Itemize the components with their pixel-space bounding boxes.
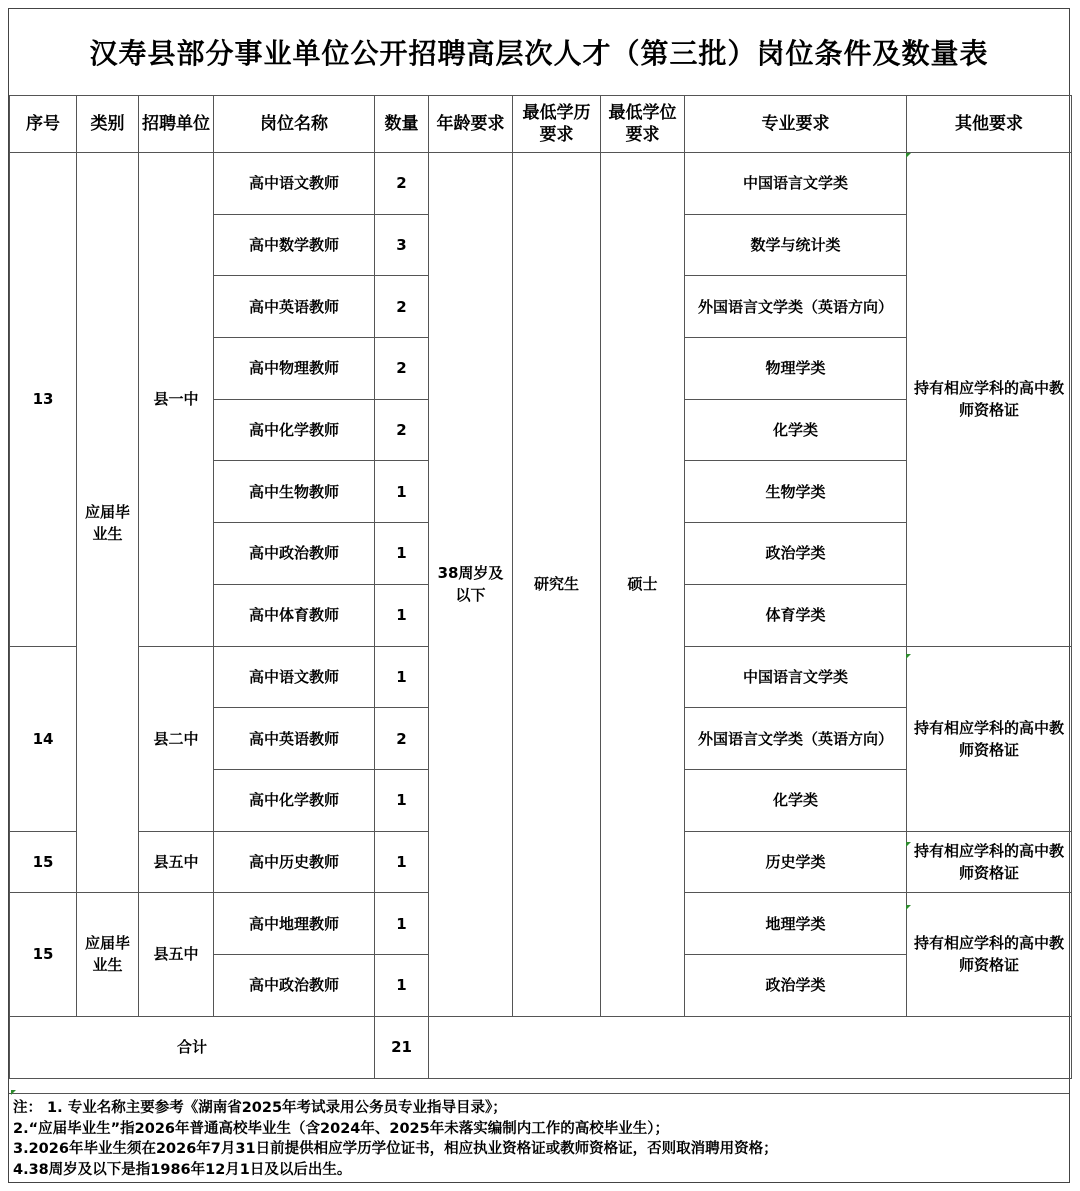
position-cell: 高中英语教师 [214,708,375,770]
note-line: 注： 1. 专业名称主要参考《湖南省2025年考试录用公务员专业指导目录》； [13,1100,507,1116]
position-cell: 高中体育教师 [214,584,375,646]
table-row [10,153,1072,215]
header-major: 专业要求 [685,96,907,153]
unit-cell: 县五中 [139,831,214,893]
other-cell: 持有相应学科的高中教师资格证 [907,831,1072,893]
count-cell: 2 [375,338,429,400]
total-value: 21 [375,1016,429,1078]
header-degree: 最低学位要求 [601,96,685,153]
note-line: 4.38周岁及以下是指1986年12月1日及以后出生。 [13,1161,352,1178]
category-cell: 应届毕业生 [77,153,139,893]
count-cell: 1 [375,954,429,1016]
major-cell: 化学类 [685,769,907,831]
count-cell: 1 [375,769,429,831]
unit-cell: 县一中 [139,153,214,647]
page-title: 汉寿县部分事业单位公开招聘高层次人才（第三批）岗位条件及数量表 [89,37,989,70]
count-cell: 1 [375,584,429,646]
other-cell: 持有相应学科的高中教师资格证 [907,153,1072,647]
education-cell: 研究生 [513,153,601,1017]
seq-cell: 14 [10,646,77,831]
major-cell: 中国语言文学类 [685,646,907,708]
position-cell: 高中生物教师 [214,461,375,523]
comment-marker-icon [11,1090,16,1095]
position-cell: 高中政治教师 [214,523,375,585]
position-cell: 高中语文教师 [214,153,375,215]
notes-section [9,1093,1069,1182]
count-cell: 1 [375,831,429,893]
major-cell: 地理学类 [685,893,907,955]
count-cell: 1 [375,461,429,523]
header-category: 类别 [77,96,139,153]
category-cell: 应届毕业生 [77,893,139,1016]
seq-cell: 13 [10,153,77,647]
header-position: 岗位名称 [214,96,375,153]
unit-cell: 县二中 [139,646,214,831]
major-cell: 政治学类 [685,954,907,1016]
major-cell: 政治学类 [685,523,907,585]
count-cell: 2 [375,708,429,770]
position-cell: 高中英语教师 [214,276,375,338]
other-cell: 持有相应学科的高中教师资格证 [907,646,1072,831]
comment-marker-icon [906,153,911,158]
comment-marker-icon [906,654,911,659]
major-cell: 体育学类 [685,584,907,646]
major-cell: 外国语言文学类（英语方向） [685,276,907,338]
seq-cell: 15 [10,893,77,1016]
position-cell: 高中化学教师 [214,769,375,831]
header-age: 年龄要求 [429,96,513,153]
total-row [10,1016,1072,1078]
major-cell: 中国语言文学类 [685,153,907,215]
major-cell: 数学与统计类 [685,214,907,276]
header-count: 数量 [375,96,429,153]
position-cell: 高中语文教师 [214,646,375,708]
major-cell: 生物学类 [685,461,907,523]
comment-marker-icon [906,905,911,910]
major-cell: 外国语言文学类（英语方向） [685,708,907,770]
count-cell: 3 [375,214,429,276]
count-cell: 1 [375,646,429,708]
count-cell: 1 [375,893,429,955]
degree-cell: 硕士 [601,153,685,1017]
major-cell: 物理学类 [685,338,907,400]
header-unit: 招聘单位 [139,96,214,153]
total-blank [429,1016,1072,1078]
position-cell: 高中数学教师 [214,214,375,276]
count-cell: 2 [375,399,429,461]
count-cell: 1 [375,523,429,585]
position-cell: 高中物理教师 [214,338,375,400]
header-seq: 序号 [10,96,77,153]
total-label: 合计 [10,1016,375,1078]
unit-cell: 县五中 [139,893,214,1016]
seq-cell: 15 [10,831,77,893]
count-cell: 2 [375,153,429,215]
comment-marker-icon [906,842,911,847]
major-cell: 历史学类 [685,831,907,893]
note-line: 3.2026年毕业生须在2026年7月31日前提供相应学历学位证书，相应执业资格证或教师资格证，否则取消聘用资格； [13,1141,778,1157]
position-cell: 高中政治教师 [214,954,375,1016]
age-cell: 38周岁及以下 [429,153,513,1017]
note-line: 2.“应届毕业生”指2026年普通高校毕业生（含2024年、2025年未落实编制内工作的高校毕业生）； [13,1120,669,1137]
position-cell: 高中地理教师 [214,893,375,955]
other-cell: 持有相应学科的高中教师资格证 [907,893,1072,1016]
position-cell: 高中化学教师 [214,399,375,461]
header-row [10,96,1072,153]
header-education: 最低学历要求 [513,96,601,153]
header-other: 其他要求 [907,96,1072,153]
count-cell: 2 [375,276,429,338]
positions-table [9,95,1072,1079]
position-cell: 高中历史教师 [214,831,375,893]
major-cell: 化学类 [685,399,907,461]
